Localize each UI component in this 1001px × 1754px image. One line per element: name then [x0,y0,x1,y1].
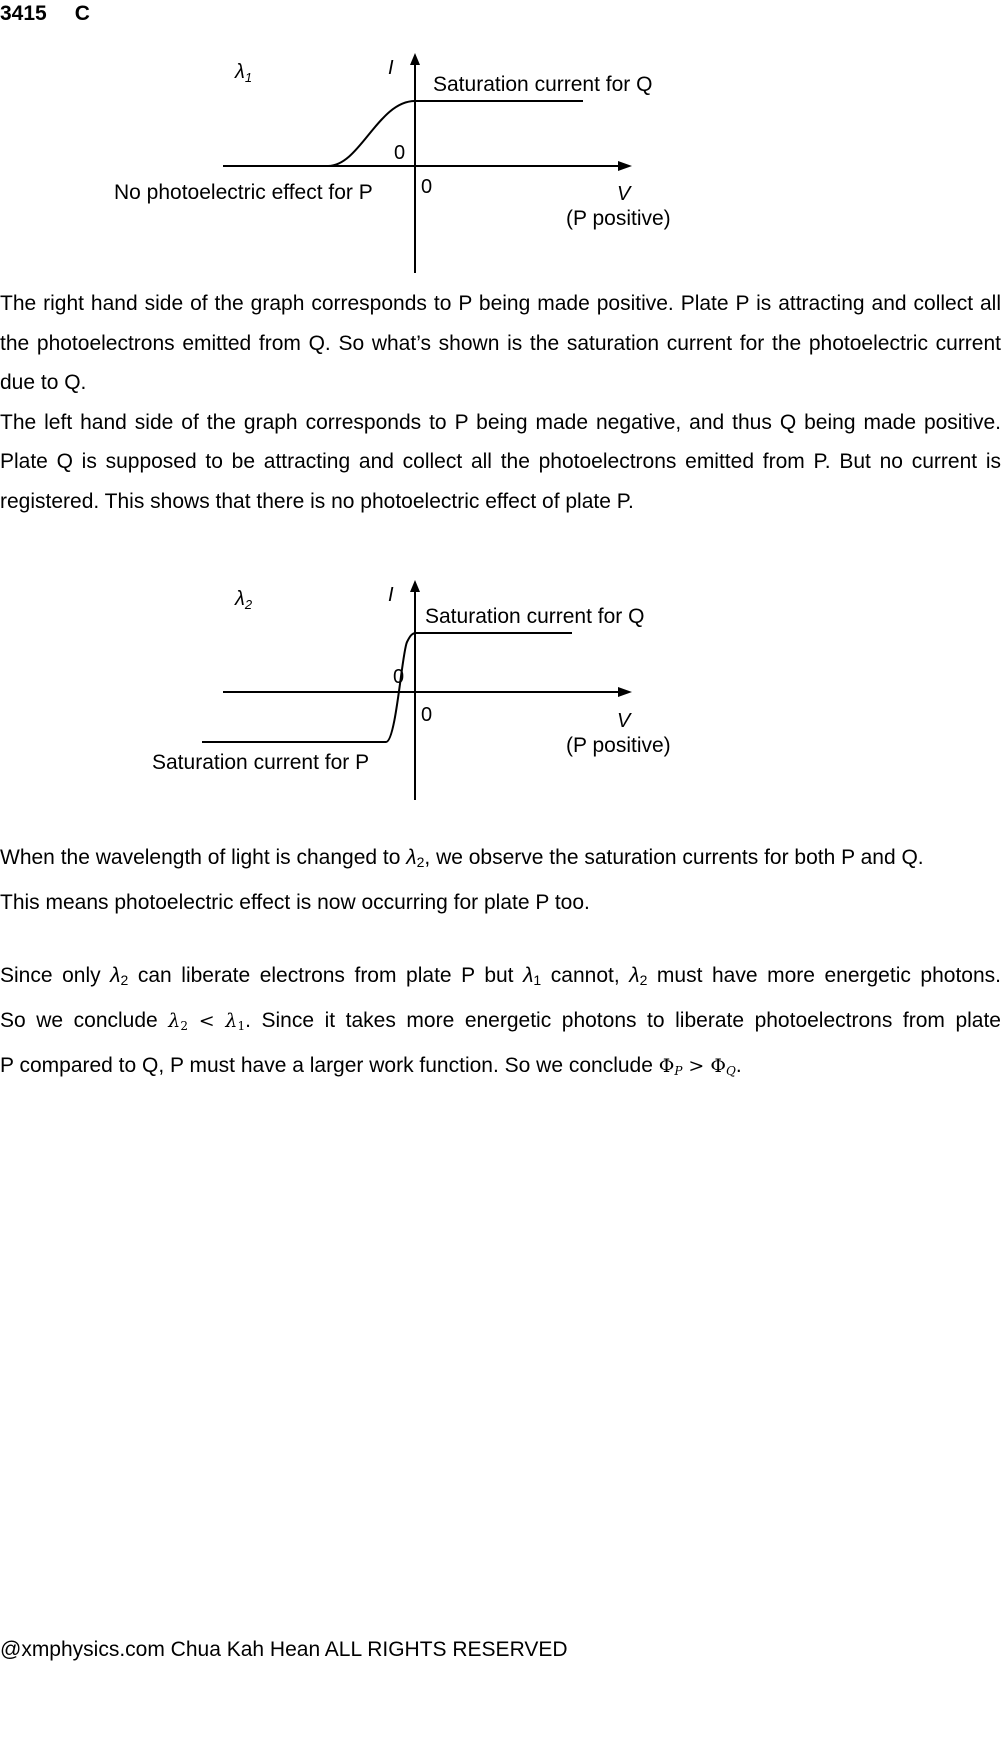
answer-letter: C [74,2,90,25]
question-header [0,2,90,26]
graph-lambda1-svg [0,45,1001,280]
y-axis-label: I [388,57,394,79]
question-number: 3415 [0,2,47,25]
current-curve [202,633,572,742]
graph-lambda2-svg [0,572,1001,807]
work-function-inequality: $\Phi_P > \Phi_Q$ [658,1055,736,1078]
explanation-block-1 [0,284,1001,521]
x-axis-label: V [617,183,631,205]
annotation-saturation-p: Saturation current for P [152,751,370,774]
origin-label-upper: 0 [393,666,405,688]
y-axis-label: I [388,584,394,606]
copyright-footer: @xmphysics.com Chua Kah Hean ALL RIGHTS RESERVED [0,1638,568,1661]
paragraph-conclusion-line3: P compared to Q, P must have a larger work function. So we conclude $\Phi_P > \Phi_Q$. [0,1054,742,1078]
y-axis-arrowhead [410,53,420,65]
x-axis-note: (P positive) [566,207,671,230]
paragraph-conclusion-line2: So we conclude $\lambda_2 < \lambda_1$. Since it takes more energetic photons to liberate photoelectrons from plate [0,1008,1001,1033]
annotation-saturation-q: Saturation current for Q [433,73,653,96]
x-axis-arrowhead [618,161,632,171]
graph-lambda1 [0,45,1001,280]
graph-lambda2 [0,572,1001,807]
annotation-saturation-q: Saturation current for Q [425,605,645,628]
x-axis-label: V [617,710,631,732]
paragraph-wavelength-change: When the wavelength of light is changed to $\lambda_2$, we observe the saturation currents for both P and Q. This means photoelectric effect is now occurring for plate P too. [0,846,924,914]
paragraph-right-side: The right hand side of the graph corresponds to P being made positive. Plate P is attracting and collect all the photoelectrons emitted from Q. So what’s shown is the saturation current for the photoelectric current due to Q. [0,292,1001,394]
paragraph-conclusion-line1: Since only $\lambda_2$ can liberate electrons from plate P but $\lambda_1$ cannot, $\lambda_2$ must have more energetic photons. [0,964,1001,988]
x-axis-note: (P positive) [566,734,671,757]
origin-label-lower: 0 [421,704,433,726]
wavelength-inequality: $\lambda_2 < \lambda_1$ [168,1009,246,1033]
origin-label-lower: 0 [421,176,433,198]
annotation-no-effect-p: No photoelectric effect for P [114,181,373,204]
y-axis-arrowhead [410,580,420,592]
wavelength-label: $\lambda_1$ [235,61,253,85]
explanation-block-3 [0,956,1001,1092]
current-curve [328,101,583,166]
explanation-block-2 [0,838,1001,922]
origin-label-upper: 0 [394,142,406,164]
paragraph-left-side: The left hand side of the graph corresponds to P being made negative, and thus Q being made positive. Plate Q is supposed to be attracting and collect all the photoelectrons emitted from P. But no current is registered. This shows that there is no photoelectric effect of plate P. [0,410,1001,513]
wavelength-label: $\lambda_2$ [235,588,253,612]
x-axis-arrowhead [618,687,632,697]
